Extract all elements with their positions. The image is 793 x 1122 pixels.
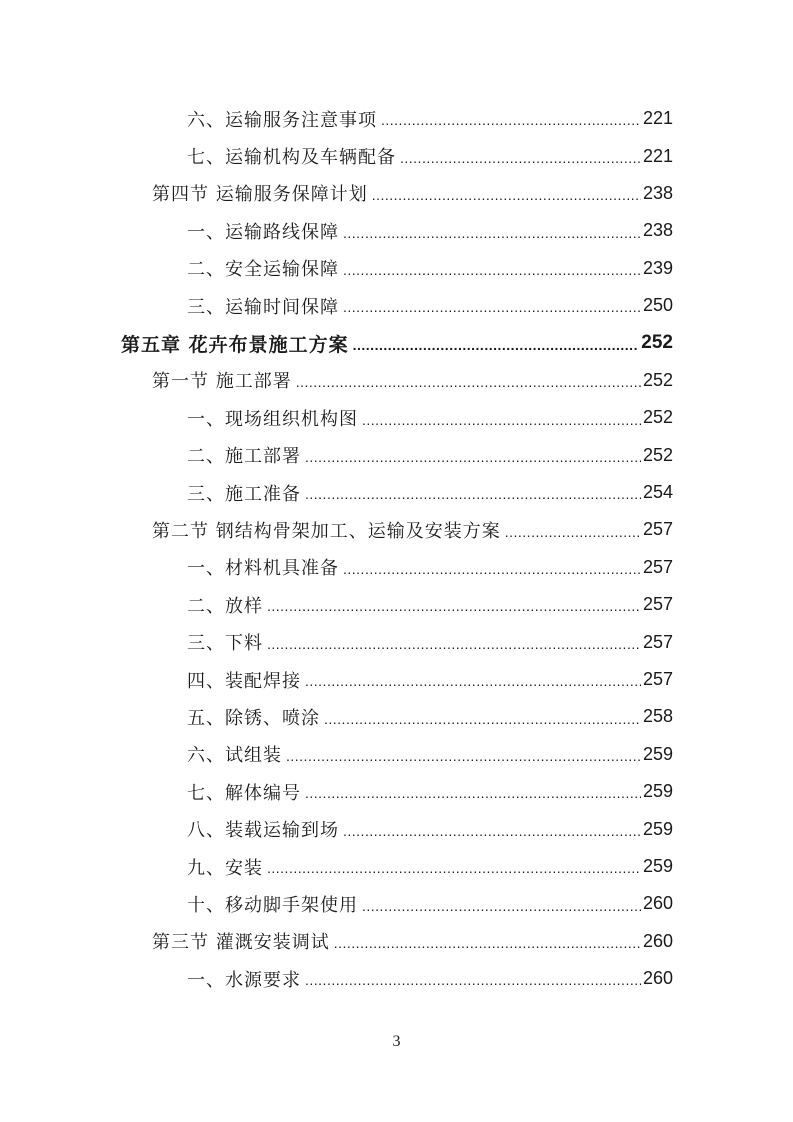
page-number: 3 [392,1033,401,1050]
toc-entry-page: 260 [642,930,673,951]
toc-entry-section[interactable] [0,511,793,548]
toc-entry-title: 一、水源要求 [187,969,301,991]
toc-entry-page: 259 [642,818,673,839]
dot-leader [305,972,641,997]
toc-entry-item[interactable] [0,549,793,586]
dot-leader [362,898,641,923]
toc-entry-item[interactable] [0,736,793,773]
toc-entry-page: 260 [642,893,673,914]
toc-entry-title: 二、安全运输保障 [187,259,339,281]
dot-leader [305,785,641,810]
toc-entry-page: 257 [642,519,673,540]
toc-entry-page: 221 [642,108,673,129]
toc-entry-page: 238 [642,182,673,203]
dot-leader [343,823,641,848]
dot-leader [324,711,641,736]
toc-entry-page: 259 [642,781,673,802]
dot-leader [267,860,641,885]
toc-entry-item[interactable] [0,623,793,660]
toc-entry-page: 260 [642,968,673,989]
dot-leader [334,935,641,960]
toc-entry-item[interactable] [0,399,793,436]
toc-entry-title: 二、施工部署 [187,446,301,468]
toc-entry-item[interactable] [0,661,793,698]
toc-entry-page: 257 [642,594,673,615]
toc-entry-title: 五、除锈、喷涂 [187,707,320,729]
toc-entry-page: 252 [641,332,673,354]
toc-entry-title: 第三节 灌溉安装调试 [152,932,330,954]
toc-entry-title: 三、运输时间保障 [187,296,339,318]
toc-entry-page: 221 [642,145,673,166]
toc-entry-page: 254 [642,482,673,503]
toc-entry-title: 第二节 钢结构骨架加工、运输及安装方案 [152,520,501,542]
toc-entry-page: 259 [642,856,673,876]
toc-entry-title: 第一节 施工部署 [152,371,292,393]
toc-entry-page: 257 [642,631,673,652]
dot-leader [267,598,641,623]
toc-entry-page: 250 [642,295,673,316]
toc-entry-item[interactable] [0,698,793,735]
toc-entry-item[interactable] [0,960,793,997]
toc-entry-item[interactable] [0,287,793,324]
toc-entry-title: 第五章 花卉布景施工方案 [121,333,349,356]
toc-entry-item[interactable] [0,773,793,810]
toc-entry-page: 252 [642,407,673,428]
toc-entry-title: 九、安装 [187,857,263,879]
toc-entry-title: 六、试组装 [187,745,282,767]
toc-entry-chapter[interactable] [0,324,793,361]
toc-entry-title: 一、运输路线保障 [187,221,339,243]
toc-entry-page: 252 [642,444,673,465]
toc-entry-title: 一、材料机具准备 [187,558,339,580]
toc-entry-page: 252 [642,369,673,390]
toc-entry-title: 十、移动脚手架使用 [187,894,358,916]
toc-entry-title: 六、运输服务注意事项 [187,109,377,131]
dot-leader [305,449,641,474]
toc-entry-title: 七、解体编号 [187,782,301,804]
dot-leader [343,561,641,586]
toc-entry-page: 257 [642,556,673,577]
toc-entry-item[interactable] [0,250,793,287]
toc-entry-title: 第四节 运输服务保障计划 [152,184,368,206]
toc-entry-section[interactable] [0,175,793,212]
dot-leader [343,299,641,324]
dot-leader [505,524,641,549]
toc-entry-page: 257 [642,669,673,690]
toc-entry-item[interactable] [0,137,793,174]
toc-entry-page: 239 [642,257,673,278]
dot-leader [267,636,641,661]
dot-leader [400,150,641,175]
dot-leader [353,337,640,362]
dot-leader [381,112,641,137]
dot-leader [286,748,641,773]
toc-entry-section[interactable] [0,923,793,960]
toc-entry-title: 七、运输机构及车辆配备 [187,147,396,169]
toc-entry-item[interactable] [0,437,793,474]
toc-entry-title: 三、下料 [187,633,263,655]
toc-entry-title: 三、施工准备 [187,483,301,505]
dot-leader [372,187,641,212]
toc-entry-item[interactable] [0,586,793,623]
dot-leader [305,673,641,698]
toc-entry-title: 八、装载运输到场 [187,820,339,842]
toc-entry-page: 258 [642,706,673,727]
dot-leader [343,262,641,287]
toc-entry-title: 四、装配焊接 [187,670,301,692]
toc-entry-item[interactable] [0,885,793,922]
dot-leader [343,225,641,250]
toc-entry-item[interactable] [0,848,793,885]
toc-entry-title: 一、现场组织机构图 [187,408,358,430]
toc-entry-title: 二、放样 [187,595,263,617]
toc-entry-item[interactable] [0,810,793,847]
dot-leader [305,486,641,511]
toc-entry-page: 259 [642,743,673,764]
table-of-contents [0,100,793,997]
toc-entry-item[interactable] [0,100,793,137]
toc-entry-page: 238 [642,220,673,241]
toc-entry-section[interactable] [0,362,793,399]
dot-leader [296,374,641,399]
toc-entry-item[interactable] [0,474,793,511]
dot-leader [362,412,641,437]
toc-entry-item[interactable] [0,212,793,249]
